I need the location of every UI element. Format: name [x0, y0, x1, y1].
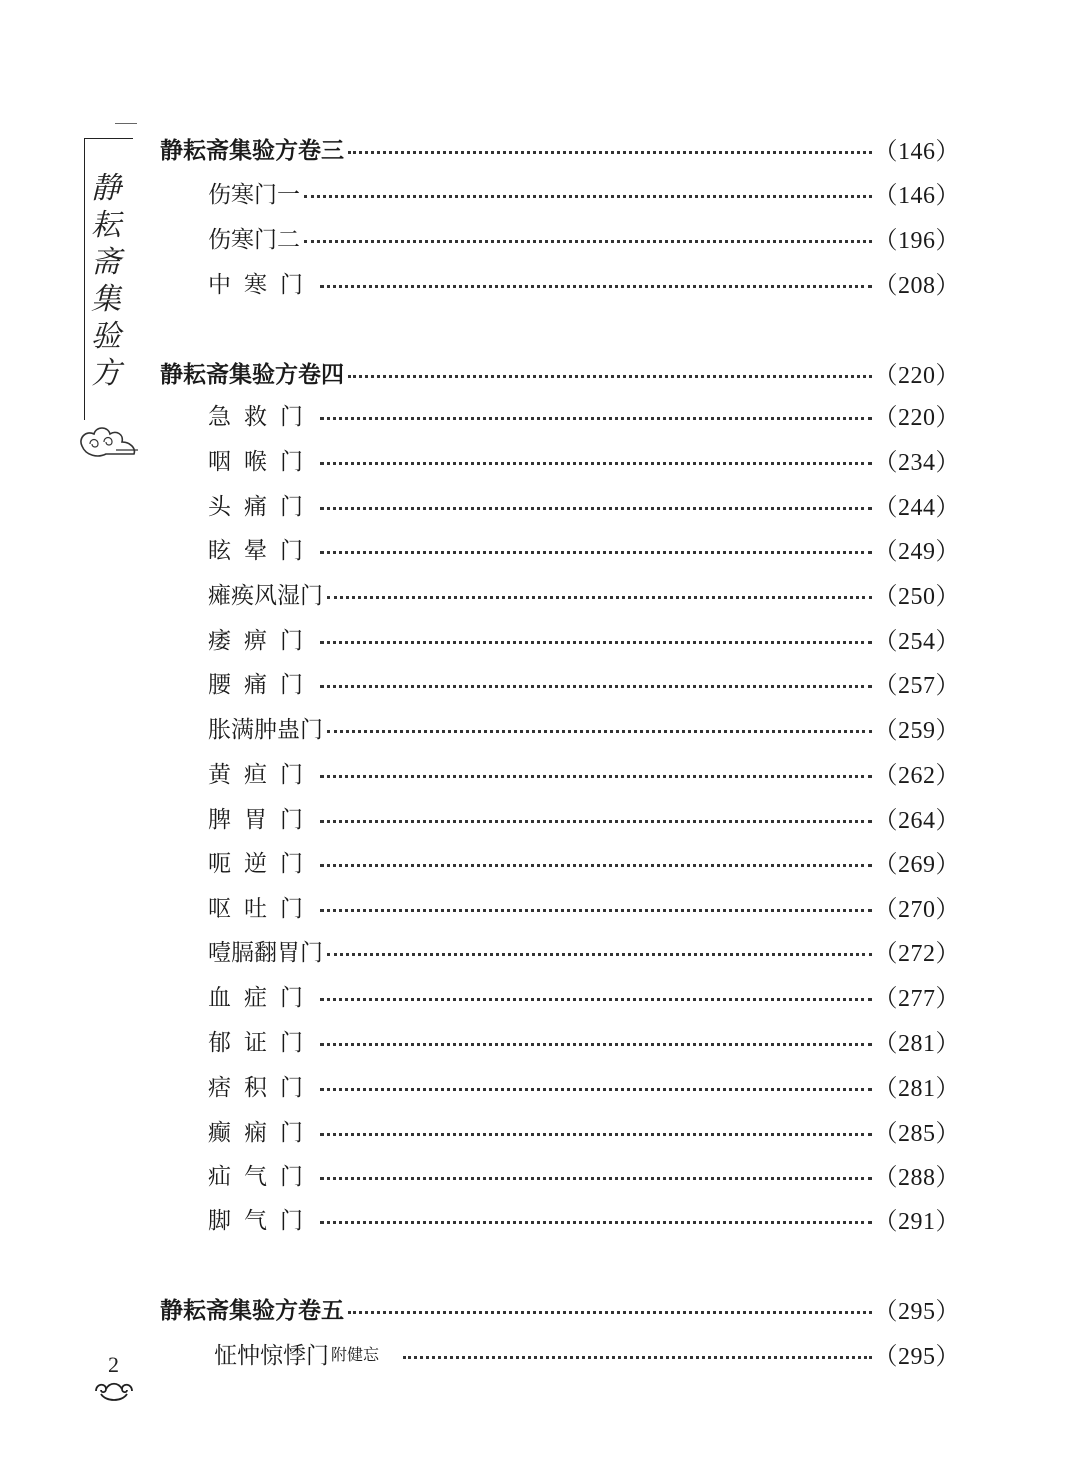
toc-entry-row — [208, 1065, 960, 1105]
leader-dots — [320, 1088, 872, 1091]
leader-dots — [327, 596, 872, 599]
entry-title: 脾胃门 — [208, 806, 316, 833]
leader-dots — [327, 730, 872, 733]
toc-entry-row — [208, 930, 960, 970]
side-title-char: 耘 — [91, 208, 121, 243]
entry-title: 癫痫门 — [208, 1119, 316, 1146]
entry-title: 呃逆门 — [208, 850, 316, 877]
toc-entry-row — [208, 528, 960, 568]
toc-entry-row — [208, 172, 960, 212]
leader-dots — [320, 1177, 872, 1180]
toc-entry-row — [208, 618, 960, 658]
leader-dots — [403, 1356, 871, 1359]
toc-chapter-row — [160, 1288, 960, 1328]
page-reference: （264） — [873, 807, 960, 834]
entry-title: 痞积门 — [208, 1074, 316, 1101]
entry-title: 呕吐门 — [208, 895, 316, 922]
side-title-char: 验 — [91, 319, 121, 354]
toc-chapter-row — [160, 352, 960, 392]
page-reference: （281） — [873, 1075, 960, 1102]
leader-dots — [320, 462, 872, 465]
page-number: 2 — [108, 1352, 119, 1377]
page-reference: （291） — [873, 1208, 960, 1235]
page-reference: （259） — [873, 717, 960, 744]
toc-entry-row — [208, 841, 960, 881]
page-reference: （277） — [873, 985, 960, 1012]
page-reference: （196） — [873, 227, 960, 254]
entry-title: 怔忡惊悸门 — [214, 1342, 329, 1369]
chapter-title: 静耘斋集验方卷五 — [160, 1297, 344, 1324]
leader-dots — [320, 641, 872, 644]
entry-title: 眩晕门 — [208, 537, 316, 564]
entry-title: 伤寒门二 — [208, 226, 300, 253]
toc-entry-row — [208, 975, 960, 1015]
leader-dots — [320, 775, 872, 778]
chapter-title: 静耘斋集验方卷三 — [160, 137, 344, 164]
entry-title: 腰痛门 — [208, 671, 316, 698]
entry-title: 伤寒门一 — [208, 181, 300, 208]
leader-dots — [320, 1221, 872, 1224]
entry-title: 头痛门 — [208, 493, 316, 520]
side-title-char: 方 — [91, 356, 121, 391]
entry-title: 瘫痪风湿门 — [208, 582, 323, 609]
page-reference: （257） — [873, 672, 960, 699]
side-title-char: 集 — [91, 282, 121, 317]
toc-entry-row — [208, 217, 960, 257]
leader-dots — [320, 998, 872, 1001]
toc-entry-row — [208, 1154, 960, 1194]
toc-entry-row — [208, 394, 960, 434]
leader-dots — [304, 195, 872, 198]
page-reference: （146） — [873, 182, 960, 209]
leader-dots — [320, 909, 872, 912]
toc-entry-row — [208, 752, 960, 792]
toc-entry-row — [208, 262, 960, 302]
page-reference: （220） — [873, 362, 960, 389]
toc-entry-row — [208, 484, 960, 524]
toc-entry-row — [208, 886, 960, 926]
frame-seal-mark — [115, 123, 137, 126]
page-reference: （295） — [873, 1298, 960, 1325]
entry-title: 噎膈翻胃门 — [208, 939, 323, 966]
entry-title: 血症门 — [208, 984, 316, 1011]
page-reference: （262） — [873, 762, 960, 789]
entry-title: 中寒门 — [208, 271, 316, 298]
entry-title: 咽喉门 — [208, 448, 316, 475]
frame-top-rule — [85, 138, 133, 139]
toc-entry-row — [208, 1198, 960, 1238]
toc-entry-row — [208, 1020, 960, 1060]
page-reference: （208） — [873, 272, 960, 299]
cloud-ornament-icon — [76, 424, 140, 464]
leader-dots — [320, 285, 872, 288]
leader-dots — [320, 507, 872, 510]
entry-title: 胀满肿蛊门 — [208, 716, 323, 743]
side-title-char: 斋 — [91, 245, 121, 280]
leader-dots — [348, 1311, 872, 1314]
page-reference: （295） — [873, 1343, 960, 1370]
page-reference: （249） — [873, 538, 960, 565]
entry-title: 急救门 — [208, 403, 316, 430]
leader-dots — [320, 551, 872, 554]
toc-entry-row — [208, 439, 960, 479]
page-reference: （270） — [873, 896, 960, 923]
page-reference: （220） — [873, 404, 960, 431]
side-title — [88, 170, 124, 392]
entry-title: 黄疸门 — [208, 761, 316, 788]
page-reference: （272） — [873, 940, 960, 967]
page-reference: （250） — [873, 583, 960, 610]
leader-dots — [320, 1133, 872, 1136]
cloud-ornament-icon — [92, 1378, 136, 1404]
entry-title: 痿痹门 — [208, 627, 316, 654]
leader-dots — [348, 151, 872, 154]
leader-dots — [320, 685, 872, 688]
toc-entry-row — [208, 797, 960, 837]
page-reference: （288） — [873, 1164, 960, 1191]
page-reference: （269） — [873, 851, 960, 878]
toc-entry-row — [208, 707, 960, 747]
side-title-char: 静 — [91, 171, 121, 206]
page-reference: （146） — [873, 138, 960, 165]
chapter-title: 静耘斋集验方卷四 — [160, 361, 344, 388]
leader-dots — [320, 417, 872, 420]
entry-title: 疝气门 — [208, 1163, 316, 1190]
toc-entry-row — [208, 1110, 960, 1150]
leader-dots — [320, 864, 872, 867]
leader-dots — [320, 1043, 872, 1046]
leader-dots — [304, 240, 872, 243]
entry-annotation: 附健忘 — [331, 1344, 380, 1364]
toc-entry-row — [208, 573, 960, 613]
entry-title: 郁证门 — [208, 1029, 316, 1056]
toc-chapter-row — [160, 128, 960, 168]
leader-dots — [320, 820, 872, 823]
toc-entry-row — [214, 1333, 960, 1373]
leader-dots — [348, 375, 872, 378]
entry-title: 脚气门 — [208, 1207, 316, 1234]
page-reference: （234） — [873, 449, 960, 476]
page-reference: （281） — [873, 1030, 960, 1057]
page-reference: （254） — [873, 628, 960, 655]
toc-entry-row — [208, 662, 960, 702]
page-reference: （285） — [873, 1120, 960, 1147]
leader-dots — [327, 953, 872, 956]
page-reference: （244） — [873, 494, 960, 521]
